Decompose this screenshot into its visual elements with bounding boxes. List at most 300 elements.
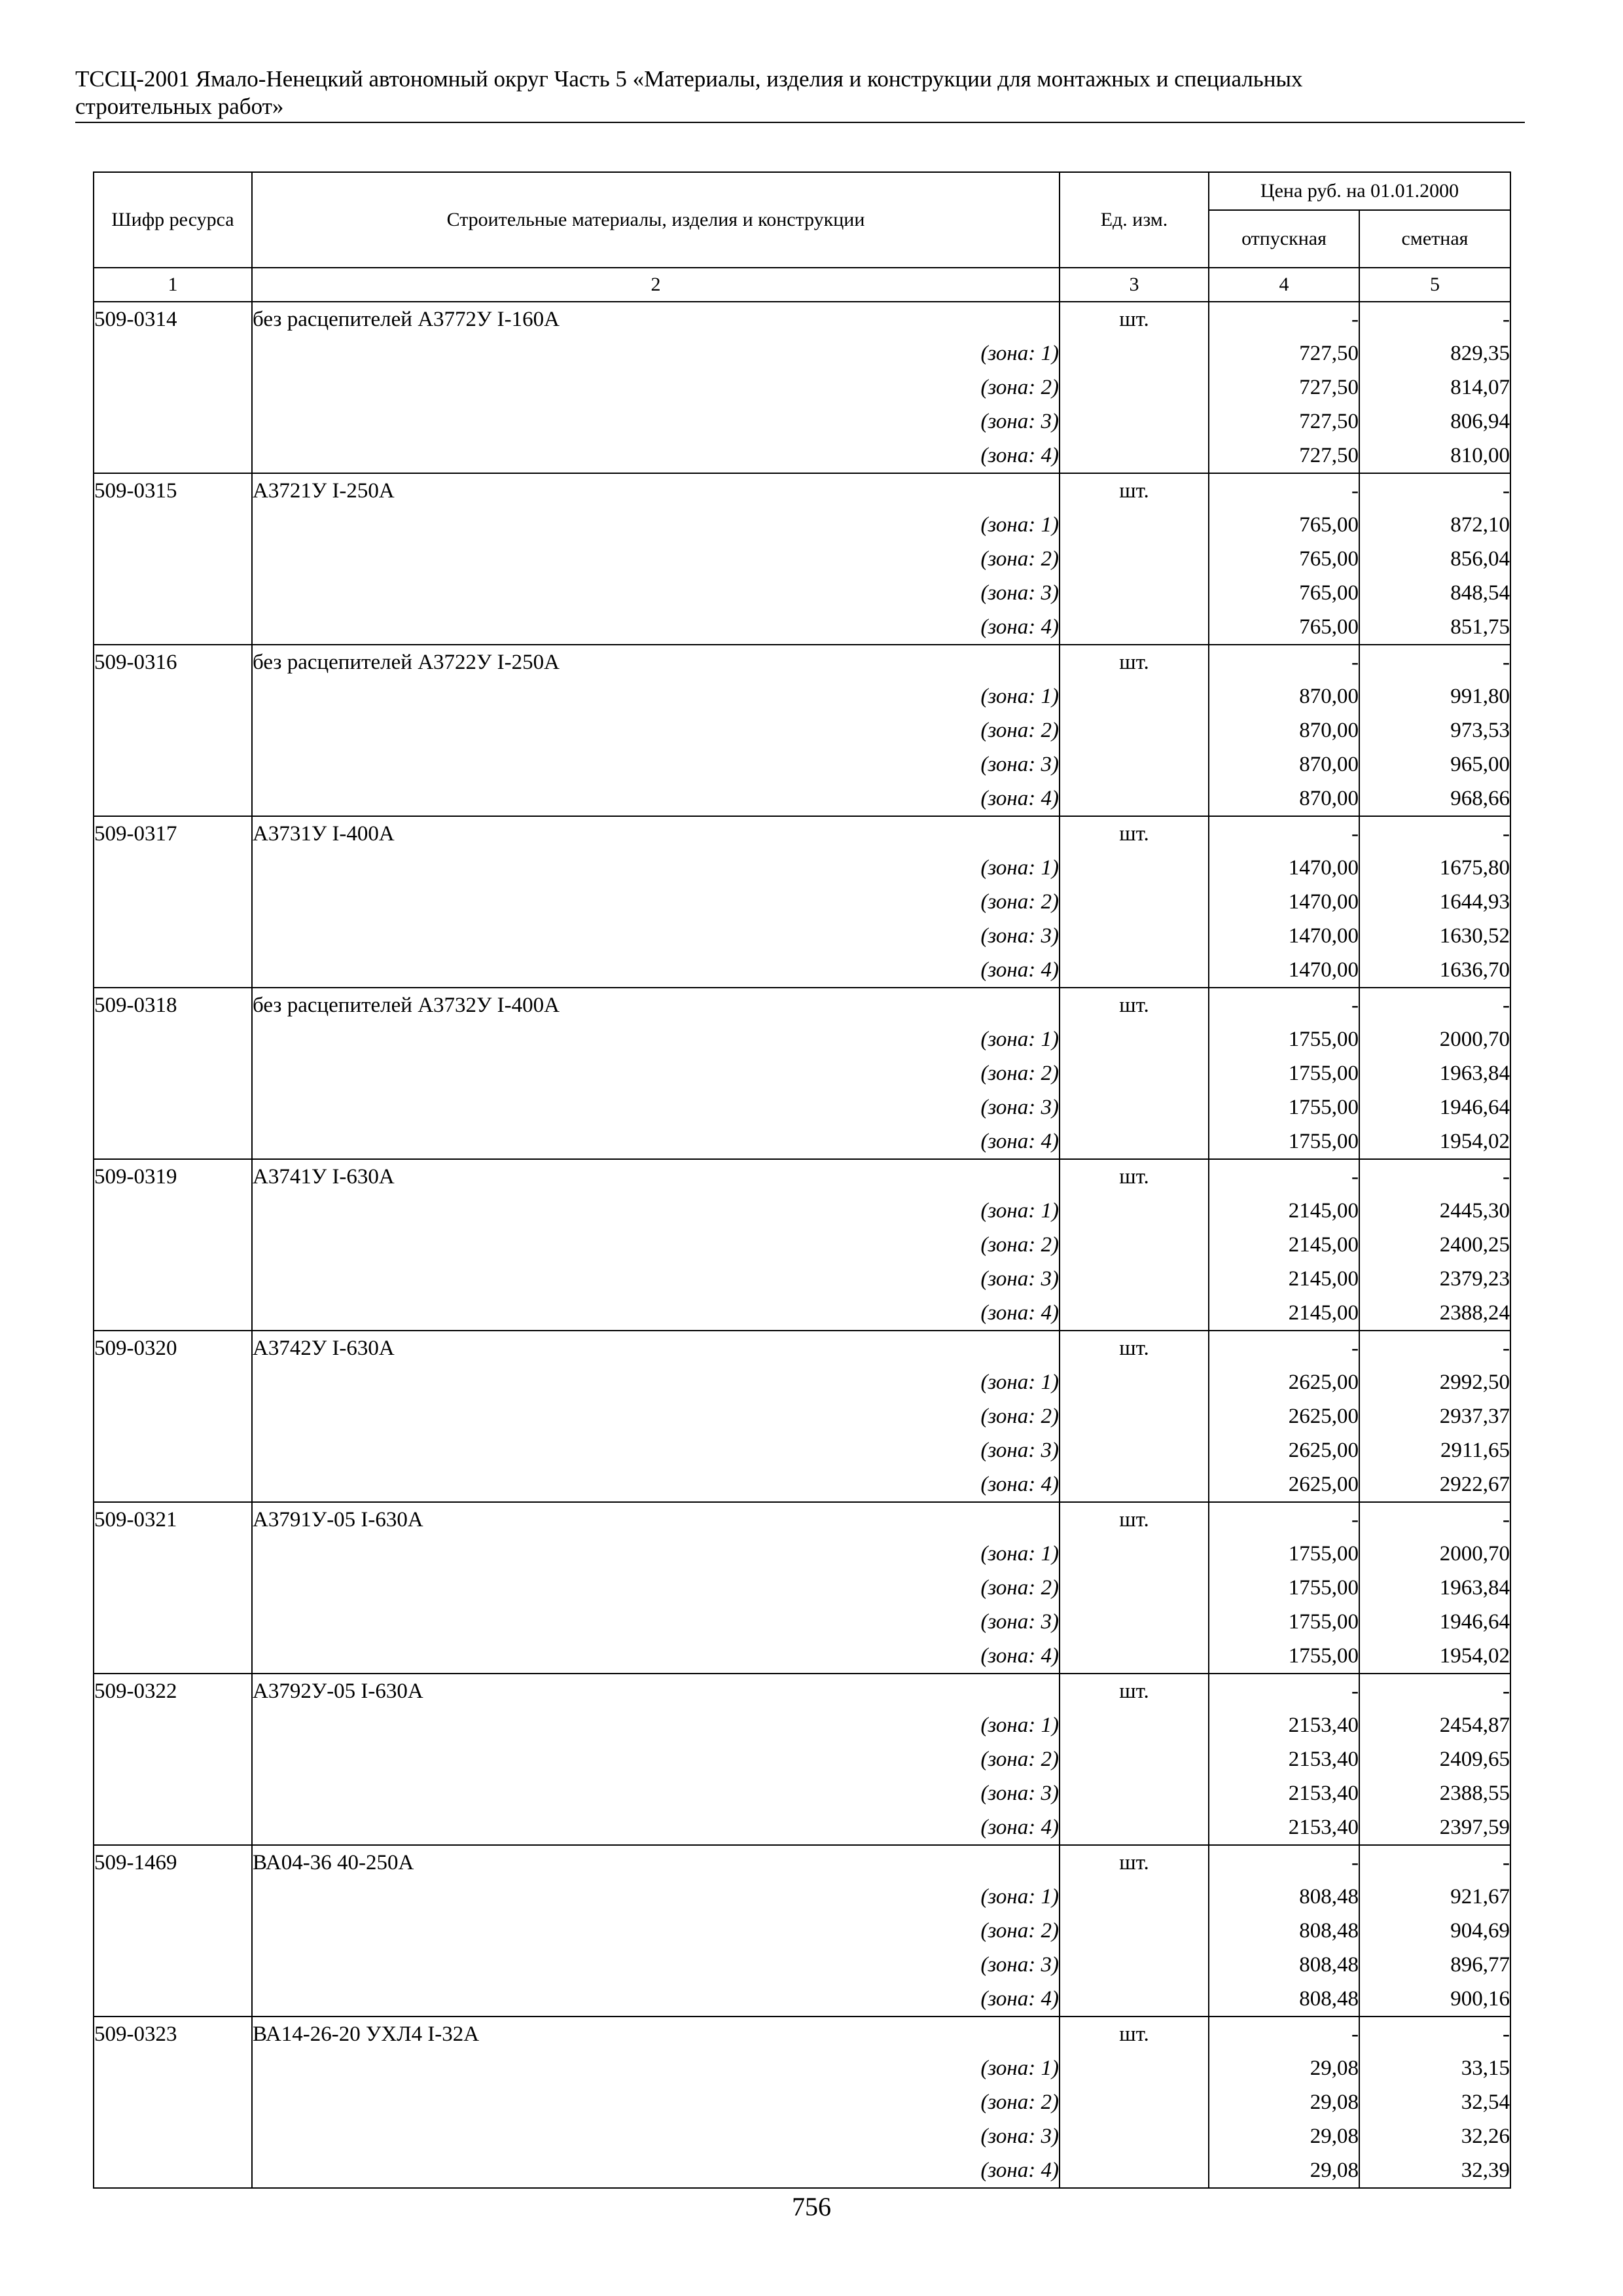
unit-spacer [1060, 1090, 1209, 1124]
estimate-price: - [1359, 1845, 1510, 1880]
zone-row [94, 439, 1510, 473]
zone-row [94, 1056, 1510, 1090]
zone-estimate-price: 1954,02 [1359, 1639, 1510, 1674]
zone-row [94, 2119, 1510, 2153]
release-price: - [1209, 473, 1359, 508]
zone-estimate-price: 2000,70 [1359, 1537, 1510, 1571]
zone-estimate-price: 2000,70 [1359, 1022, 1510, 1056]
zone-label: (зона: 1) [252, 2051, 1060, 2085]
table-row [94, 1845, 1510, 1880]
zone-label: (зона: 3) [252, 1776, 1060, 1810]
zone-release-price: 1470,00 [1209, 919, 1359, 953]
zone-row [94, 1365, 1510, 1399]
estimate-price: - [1359, 988, 1510, 1022]
zone-row [94, 1605, 1510, 1639]
zone-label: (зона: 2) [252, 542, 1060, 576]
unit-spacer [1060, 1605, 1209, 1639]
zone-release-price: 1470,00 [1209, 885, 1359, 919]
unit-spacer [1060, 1194, 1209, 1228]
zone-row [94, 1296, 1510, 1331]
resource-code: 509-0323 [94, 2017, 252, 2051]
resource-name: ВА14-26-20 УХЛ4 I-32А [252, 2017, 1060, 2051]
zone-estimate-price: 1946,64 [1359, 1090, 1510, 1124]
zone-release-price: 1755,00 [1209, 1639, 1359, 1674]
zone-label: (зона: 2) [252, 885, 1060, 919]
unit-spacer [1060, 2119, 1209, 2153]
unit-spacer [1060, 1433, 1209, 1467]
zone-release-price: 1755,00 [1209, 1537, 1359, 1571]
zone-row [94, 1467, 1510, 1502]
resource-code: 509-0317 [94, 816, 252, 851]
code-spacer [94, 919, 252, 953]
unit-spacer [1060, 1571, 1209, 1605]
zone-row [94, 1810, 1510, 1845]
zone-row [94, 1880, 1510, 1914]
unit-spacer [1060, 1399, 1209, 1433]
unit-of-measure: шт. [1060, 645, 1209, 679]
zone-row [94, 508, 1510, 542]
zone-release-price: 870,00 [1209, 713, 1359, 747]
zone-estimate-price: 904,69 [1359, 1914, 1510, 1948]
estimate-price: - [1359, 816, 1510, 851]
table-body [94, 302, 1510, 2188]
unit-spacer [1060, 1776, 1209, 1810]
zone-label: (зона: 4) [252, 610, 1060, 645]
code-spacer [94, 1948, 252, 1982]
unit-spacer [1060, 1742, 1209, 1776]
zone-estimate-price: 1946,64 [1359, 1605, 1510, 1639]
resource-code: 509-0315 [94, 473, 252, 508]
zone-estimate-price: 2445,30 [1359, 1194, 1510, 1228]
release-price: - [1209, 2017, 1359, 2051]
zone-release-price: 727,50 [1209, 439, 1359, 473]
resource-code: 509-1469 [94, 1845, 252, 1880]
zone-release-price: 727,50 [1209, 404, 1359, 439]
zone-estimate-price: 2992,50 [1359, 1365, 1510, 1399]
zone-release-price: 808,48 [1209, 1982, 1359, 2017]
estimate-price: - [1359, 1159, 1510, 1194]
zone-label: (зона: 3) [252, 747, 1060, 781]
zone-label: (зона: 4) [252, 1296, 1060, 1331]
zone-release-price: 727,50 [1209, 336, 1359, 370]
code-spacer [94, 1742, 252, 1776]
zone-label: (зона: 1) [252, 1365, 1060, 1399]
column-number: 1 [94, 268, 252, 302]
code-spacer [94, 1776, 252, 1810]
zone-release-price: 2625,00 [1209, 1433, 1359, 1467]
zone-label: (зона: 2) [252, 2085, 1060, 2119]
zone-row [94, 885, 1510, 919]
table-row [94, 645, 1510, 679]
zone-row [94, 1982, 1510, 2017]
code-spacer [94, 1194, 252, 1228]
zone-release-price: 1755,00 [1209, 1605, 1359, 1639]
zone-row [94, 851, 1510, 885]
zone-estimate-price: 2400,25 [1359, 1228, 1510, 1262]
code-spacer [94, 953, 252, 988]
unit-of-measure: шт. [1060, 1845, 1209, 1880]
zone-row [94, 713, 1510, 747]
zone-label: (зона: 3) [252, 919, 1060, 953]
code-spacer [94, 1880, 252, 1914]
unit-of-measure: шт. [1060, 1502, 1209, 1537]
zone-release-price: 765,00 [1209, 576, 1359, 610]
zone-estimate-price: 1963,84 [1359, 1571, 1510, 1605]
zone-release-price: 765,00 [1209, 610, 1359, 645]
zone-row [94, 1228, 1510, 1262]
zone-release-price: 1470,00 [1209, 851, 1359, 885]
header-divider [75, 122, 1525, 123]
unit-spacer [1060, 1296, 1209, 1331]
zone-release-price: 2153,40 [1209, 1742, 1359, 1776]
zone-release-price: 808,48 [1209, 1880, 1359, 1914]
zone-label: (зона: 1) [252, 1880, 1060, 1914]
code-spacer [94, 1914, 252, 1948]
zone-label: (зона: 3) [252, 1433, 1060, 1467]
resource-name: без расцепителей А3722У I-250А [252, 645, 1060, 679]
code-spacer [94, 1537, 252, 1571]
zone-release-price: 765,00 [1209, 508, 1359, 542]
code-spacer [94, 1228, 252, 1262]
unit-spacer [1060, 1124, 1209, 1159]
resource-name: ВА04-36 40-250А [252, 1845, 1060, 1880]
zone-release-price: 29,08 [1209, 2085, 1359, 2119]
unit-spacer [1060, 1056, 1209, 1090]
unit-spacer [1060, 1880, 1209, 1914]
column-number: 2 [252, 268, 1060, 302]
zone-label: (зона: 4) [252, 439, 1060, 473]
code-spacer [94, 1571, 252, 1605]
code-spacer [94, 1296, 252, 1331]
unit-of-measure: шт. [1060, 988, 1209, 1022]
zone-estimate-price: 32,54 [1359, 2085, 1510, 2119]
resource-name: А3791У-05 I-630А [252, 1502, 1060, 1537]
table-row [94, 988, 1510, 1022]
zone-estimate-price: 973,53 [1359, 713, 1510, 747]
zone-label: (зона: 3) [252, 1948, 1060, 1982]
zone-label: (зона: 1) [252, 679, 1060, 713]
zone-label: (зона: 3) [252, 576, 1060, 610]
column-header-price: Цена руб. на 01.01.2000 [1209, 172, 1510, 210]
table-row [94, 816, 1510, 851]
zone-label: (зона: 2) [252, 1914, 1060, 1948]
zone-row [94, 1022, 1510, 1056]
code-spacer [94, 1639, 252, 1674]
release-price: - [1209, 816, 1359, 851]
zone-row [94, 404, 1510, 439]
header-line-1: ТССЦ-2001 Ямало-Ненецкий автономный округ Часть 5 «Материалы, изделия и конструкции для монтажных и специальных [75, 66, 1303, 92]
zone-release-price: 2145,00 [1209, 1296, 1359, 1331]
zone-row [94, 781, 1510, 816]
unit-of-measure: шт. [1060, 1331, 1209, 1365]
page-number: 756 [792, 2192, 831, 2221]
unit-spacer [1060, 1262, 1209, 1296]
code-spacer [94, 1433, 252, 1467]
code-spacer [94, 508, 252, 542]
resource-code: 509-0319 [94, 1159, 252, 1194]
code-spacer [94, 404, 252, 439]
code-spacer [94, 336, 252, 370]
zone-row [94, 1433, 1510, 1467]
zone-estimate-price: 2911,65 [1359, 1433, 1510, 1467]
zone-row [94, 1194, 1510, 1228]
resource-name: А3742У I-630А [252, 1331, 1060, 1365]
code-spacer [94, 542, 252, 576]
unit-spacer [1060, 851, 1209, 885]
table-row [94, 1331, 1510, 1365]
unit-spacer [1060, 542, 1209, 576]
unit-spacer [1060, 1982, 1209, 2017]
code-spacer [94, 747, 252, 781]
resource-name: А3741У I-630А [252, 1159, 1060, 1194]
resource-code: 509-0322 [94, 1674, 252, 1708]
unit-spacer [1060, 1948, 1209, 1982]
release-price: - [1209, 1502, 1359, 1537]
unit-spacer [1060, 1810, 1209, 1845]
unit-spacer [1060, 508, 1209, 542]
zone-row [94, 336, 1510, 370]
resource-code: 509-0316 [94, 645, 252, 679]
zone-label: (зона: 2) [252, 1056, 1060, 1090]
code-spacer [94, 1365, 252, 1399]
estimate-price: - [1359, 473, 1510, 508]
estimate-price: - [1359, 1331, 1510, 1365]
zone-release-price: 870,00 [1209, 679, 1359, 713]
release-price: - [1209, 1159, 1359, 1194]
zone-label: (зона: 4) [252, 1810, 1060, 1845]
zone-row [94, 576, 1510, 610]
zone-estimate-price: 991,80 [1359, 679, 1510, 713]
unit-spacer [1060, 1365, 1209, 1399]
zone-release-price: 1755,00 [1209, 1124, 1359, 1159]
unit-of-measure: шт. [1060, 2017, 1209, 2051]
release-price: - [1209, 302, 1359, 336]
zone-row [94, 1537, 1510, 1571]
resource-name: без расцепителей А3772У I-160А [252, 302, 1060, 336]
zone-release-price: 2145,00 [1209, 1262, 1359, 1296]
code-spacer [94, 576, 252, 610]
unit-of-measure: шт. [1060, 816, 1209, 851]
code-spacer [94, 1090, 252, 1124]
zone-release-price: 1470,00 [1209, 953, 1359, 988]
zone-release-price: 765,00 [1209, 542, 1359, 576]
zone-row [94, 1124, 1510, 1159]
unit-spacer [1060, 404, 1209, 439]
zone-release-price: 808,48 [1209, 1914, 1359, 1948]
estimate-price: - [1359, 645, 1510, 679]
zone-estimate-price: 2937,37 [1359, 1399, 1510, 1433]
column-header-unit: Ед. изм. [1060, 172, 1209, 268]
table-row [94, 473, 1510, 508]
table-row [94, 1502, 1510, 1537]
zone-estimate-price: 965,00 [1359, 747, 1510, 781]
zone-label: (зона: 4) [252, 953, 1060, 988]
zone-row [94, 1948, 1510, 1982]
unit-spacer [1060, 919, 1209, 953]
unit-of-measure: шт. [1060, 1159, 1209, 1194]
resource-code: 509-0314 [94, 302, 252, 336]
unit-spacer [1060, 2051, 1209, 2085]
zone-estimate-price: 896,77 [1359, 1948, 1510, 1982]
zone-release-price: 870,00 [1209, 781, 1359, 816]
zone-row [94, 1708, 1510, 1742]
zone-release-price: 727,50 [1209, 370, 1359, 404]
zone-release-price: 1755,00 [1209, 1022, 1359, 1056]
zone-release-price: 2625,00 [1209, 1467, 1359, 1502]
zone-release-price: 1755,00 [1209, 1090, 1359, 1124]
zone-row [94, 1914, 1510, 1948]
zone-label: (зона: 1) [252, 1537, 1060, 1571]
code-spacer [94, 2051, 252, 2085]
unit-of-measure: шт. [1060, 302, 1209, 336]
unit-spacer [1060, 439, 1209, 473]
code-spacer [94, 885, 252, 919]
zone-row [94, 542, 1510, 576]
zone-label: (зона: 1) [252, 1194, 1060, 1228]
zone-label: (зона: 1) [252, 1022, 1060, 1056]
zone-estimate-price: 1644,93 [1359, 885, 1510, 919]
unit-spacer [1060, 370, 1209, 404]
zone-release-price: 808,48 [1209, 1948, 1359, 1982]
zone-label: (зона: 4) [252, 1639, 1060, 1674]
zone-release-price: 2625,00 [1209, 1365, 1359, 1399]
zone-estimate-price: 2388,24 [1359, 1296, 1510, 1331]
zone-label: (зона: 2) [252, 1399, 1060, 1433]
table-row [94, 1674, 1510, 1708]
code-spacer [94, 1810, 252, 1845]
table-row [94, 302, 1510, 336]
code-spacer [94, 679, 252, 713]
zone-estimate-price: 814,07 [1359, 370, 1510, 404]
unit-spacer [1060, 713, 1209, 747]
code-spacer [94, 610, 252, 645]
resource-code: 509-0321 [94, 1502, 252, 1537]
zone-estimate-price: 1675,80 [1359, 851, 1510, 885]
unit-spacer [1060, 1467, 1209, 1502]
column-header-name: Строительные материалы, изделия и конструкции [252, 172, 1060, 268]
code-spacer [94, 2119, 252, 2153]
zone-estimate-price: 32,26 [1359, 2119, 1510, 2153]
zone-label: (зона: 3) [252, 1262, 1060, 1296]
zone-label: (зона: 3) [252, 1605, 1060, 1639]
zone-estimate-price: 968,66 [1359, 781, 1510, 816]
zone-release-price: 2145,00 [1209, 1228, 1359, 1262]
code-spacer [94, 851, 252, 885]
zone-estimate-price: 1963,84 [1359, 1056, 1510, 1090]
column-header-code: Шифр ресурса [94, 172, 252, 268]
zone-row [94, 610, 1510, 645]
column-number: 4 [1209, 268, 1359, 302]
zone-label: (зона: 4) [252, 1124, 1060, 1159]
column-header-estimate-price: сметная [1359, 210, 1510, 268]
zone-row [94, 2153, 1510, 2188]
estimate-price: - [1359, 1502, 1510, 1537]
unit-spacer [1060, 2085, 1209, 2119]
column-header-release-price: отпускная [1209, 210, 1359, 268]
table-head [94, 172, 1510, 302]
zone-label: (зона: 4) [252, 1982, 1060, 2017]
zone-estimate-price: 848,54 [1359, 576, 1510, 610]
code-spacer [94, 1467, 252, 1502]
zone-release-price: 1755,00 [1209, 1056, 1359, 1090]
zone-label: (зона: 1) [252, 508, 1060, 542]
zone-release-price: 1755,00 [1209, 1571, 1359, 1605]
zone-estimate-price: 921,67 [1359, 1880, 1510, 1914]
unit-of-measure: шт. [1060, 1674, 1209, 1708]
zone-estimate-price: 1636,70 [1359, 953, 1510, 988]
zone-estimate-price: 1630,52 [1359, 919, 1510, 953]
resource-name: А3721У I-250А [252, 473, 1060, 508]
zone-label: (зона: 1) [252, 1708, 1060, 1742]
resource-name: без расцепителей А3732У I-400А [252, 988, 1060, 1022]
zone-release-price: 2625,00 [1209, 1399, 1359, 1433]
code-spacer [94, 439, 252, 473]
zone-label: (зона: 1) [252, 851, 1060, 885]
zone-label: (зона: 1) [252, 336, 1060, 370]
zone-estimate-price: 829,35 [1359, 336, 1510, 370]
table-row [94, 2017, 1510, 2051]
resource-price-table [93, 171, 1511, 2189]
zone-release-price: 870,00 [1209, 747, 1359, 781]
zone-label: (зона: 2) [252, 1228, 1060, 1262]
zone-estimate-price: 872,10 [1359, 508, 1510, 542]
zone-label: (зона: 3) [252, 1090, 1060, 1124]
zone-label: (зона: 3) [252, 404, 1060, 439]
code-spacer [94, 713, 252, 747]
unit-spacer [1060, 1708, 1209, 1742]
zone-estimate-price: 2922,67 [1359, 1467, 1510, 1502]
zone-release-price: 29,08 [1209, 2153, 1359, 2188]
zone-estimate-price: 2379,23 [1359, 1262, 1510, 1296]
zone-row [94, 1639, 1510, 1674]
zone-estimate-price: 900,16 [1359, 1982, 1510, 2017]
zone-estimate-price: 2409,65 [1359, 1742, 1510, 1776]
code-spacer [94, 1982, 252, 2017]
unit-spacer [1060, 576, 1209, 610]
zone-label: (зона: 3) [252, 2119, 1060, 2153]
zone-estimate-price: 2388,55 [1359, 1776, 1510, 1810]
zone-row [94, 1776, 1510, 1810]
release-price: - [1209, 1674, 1359, 1708]
estimate-price: - [1359, 1674, 1510, 1708]
zone-estimate-price: 810,00 [1359, 439, 1510, 473]
zone-release-price: 2145,00 [1209, 1194, 1359, 1228]
estimate-price: - [1359, 302, 1510, 336]
release-price: - [1209, 988, 1359, 1022]
zone-row [94, 2085, 1510, 2119]
resource-name: А3792У-05 I-630А [252, 1674, 1060, 1708]
unit-spacer [1060, 1228, 1209, 1262]
unit-of-measure: шт. [1060, 473, 1209, 508]
code-spacer [94, 781, 252, 816]
zone-release-price: 2153,40 [1209, 1708, 1359, 1742]
zone-release-price: 2153,40 [1209, 1776, 1359, 1810]
unit-spacer [1060, 1537, 1209, 1571]
zone-row [94, 1090, 1510, 1124]
code-spacer [94, 1708, 252, 1742]
code-spacer [94, 370, 252, 404]
estimate-price: - [1359, 2017, 1510, 2051]
zone-label: (зона: 2) [252, 370, 1060, 404]
unit-spacer [1060, 2153, 1209, 2188]
zone-estimate-price: 851,75 [1359, 610, 1510, 645]
zone-row [94, 2051, 1510, 2085]
unit-spacer [1060, 1639, 1209, 1674]
table-row [94, 1159, 1510, 1194]
unit-spacer [1060, 747, 1209, 781]
code-spacer [94, 1262, 252, 1296]
zone-estimate-price: 32,39 [1359, 2153, 1510, 2188]
